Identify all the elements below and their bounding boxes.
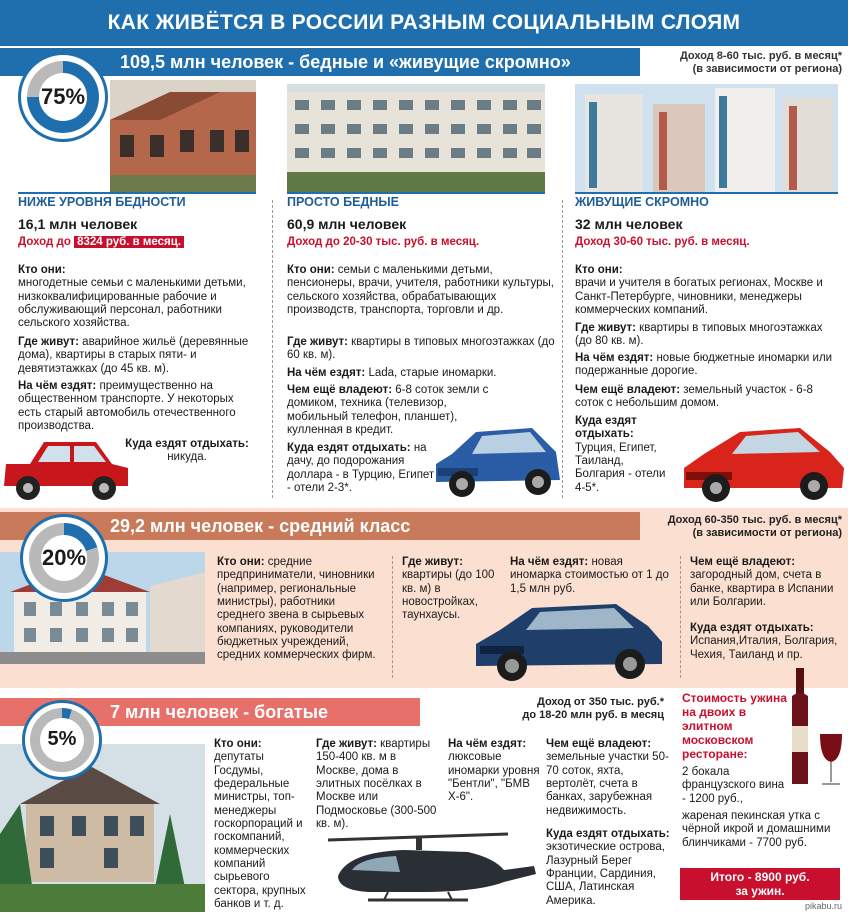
who-label: Кто они:: [575, 264, 623, 276]
who-text: врачи и учителя в богатых регионах, Москве и Санкт-Петербурге, чиновники, менеджеры коммерческих компаний.: [575, 277, 823, 316]
car-label: На чём ездят:: [287, 367, 366, 379]
live-text: квартиры 150-400 кв. м в Москве, дома в элитных посёлках в Москве или Подмосковье (300-500 кв. м).: [316, 738, 437, 830]
blue-sedan-image: [432, 418, 564, 504]
dinner-total-1: Итого - 8900 руб.: [710, 870, 810, 884]
live-label: Где живут:: [287, 336, 348, 348]
below-poverty-live: [18, 336, 268, 376]
live-text: квартиры в типовых многоэтажках (до 80 кв. м).: [575, 322, 823, 348]
rest-text: Испания,Италия, Болгария, Чехия, Таиланд и пр.: [690, 635, 838, 661]
rich-live: [316, 738, 440, 831]
modest-subtitle: ЖИВУЩИЕ СКРОМНО: [575, 195, 709, 209]
dinner-total-2: за ужин.: [735, 884, 785, 898]
rich-income-note-1: Доход от 350 тыс. руб.*: [536, 696, 664, 708]
who-text: многодетные семьи с маленькими детьми, низкоквалифицированные рабочие и обслуживающий персонал, работники сельского хозяйства.: [18, 277, 246, 330]
car-label: На чём ездят:: [575, 352, 654, 364]
poor-income-note-1: Доход 8-60 тыс. руб. в месяц*: [679, 50, 842, 62]
live-label: Где живут:: [575, 322, 636, 334]
middle-income-note-1: Доход 60-350 тыс. руб. в месяц*: [667, 514, 842, 526]
rest-label: Куда ездят отдыхать:: [575, 415, 637, 441]
just-poor-who: [287, 264, 557, 317]
rich-who: [214, 738, 310, 911]
watermark: pikabu.ru: [804, 900, 842, 911]
rich-own: [546, 738, 670, 818]
modest-live: [575, 322, 835, 349]
red-sedan-image: [680, 418, 848, 506]
just-poor-car: [287, 367, 557, 380]
rest-label: Куда ездят отдыхать:: [546, 828, 670, 840]
dinner-title: Стоимость ужина на двоих в элитном московском ресторане:: [682, 691, 787, 761]
below-poverty-rest: [112, 438, 262, 465]
rest-text: никуда.: [167, 451, 207, 464]
modest-income: Доход 30-60 тыс. руб. в месяц.: [575, 236, 750, 248]
poor-percent-badge: [18, 52, 108, 142]
who-label: Кто они:: [217, 556, 265, 568]
rich-income-note-2: до 18-20 млн руб. в месяц: [522, 708, 664, 721]
car-label: На чём ездят:: [18, 380, 97, 392]
lada-car-image: [0, 428, 132, 504]
car-label: На чём ездят:: [448, 738, 527, 750]
car-text: новая иномарка стоимостью от 1 до 1,5 млн руб.: [510, 556, 669, 595]
poor-income-note-2: (в зависимости от региона): [692, 62, 842, 75]
apartment-block-photo: [287, 84, 545, 192]
middle-own: [690, 556, 840, 609]
modest-car: [575, 352, 835, 379]
modest-who: [575, 264, 843, 317]
page-title: КАК ЖИВЁТСЯ В РОССИИ РАЗНЫМ СОЦИАЛЬНЫМ СЛОЯМ: [0, 0, 848, 46]
bmw-suv-image: [470, 596, 668, 684]
own-text: 6-8 соток земли с домиком, техника (телевизор, мобильный телефон, планшет), кулленная в кредит.: [287, 384, 489, 436]
below-poverty-car: [18, 380, 248, 433]
poor-income-note: [640, 50, 842, 76]
live-text: квартиры в типовых многоэтажках (до 60 кв. м).: [287, 336, 555, 362]
rich-band-title: 7 млн человек - богатые: [110, 702, 328, 722]
live-label: Где живут:: [316, 738, 377, 750]
live-label: Где живут:: [402, 556, 463, 568]
rest-label: Куда ездят отдыхать:: [125, 438, 249, 450]
middle-percent-badge: [20, 514, 108, 602]
car-text: новые бюджетные иномарки или подержанные дорогие.: [575, 352, 833, 378]
who-label: Кто они:: [18, 264, 66, 276]
mansion-photo: [0, 744, 205, 912]
rest-text: на дачу, до подорожания доллара - в Турцию, Египет - отели 2-3*.: [287, 442, 435, 494]
middle-income-note: [640, 514, 842, 540]
poor-band-title: 109,5 млн человек - бедные и «живущие скромно»: [120, 52, 571, 72]
live-text: аварийное жильё (деревянные дома), квартиры в старых пяти- и девятиэтажках (до 45 кв. м).: [18, 336, 249, 375]
car-label: На чём ездят:: [510, 556, 589, 568]
below-poverty-income-highlight: 8324 руб. в месяц.: [74, 236, 184, 248]
middle-rest: [690, 622, 840, 662]
just-poor-people: 60,9 млн человек: [287, 216, 407, 232]
car-text: Lada, старые иномарки.: [365, 367, 497, 379]
just-poor-subtitle: ПРОСТО БЕДНЫЕ: [287, 195, 399, 209]
modest-rest: [575, 415, 675, 495]
rich-car: [448, 738, 544, 805]
middle-car: [510, 556, 670, 596]
rich-percent-badge: [22, 700, 102, 780]
dinner-item-wine: 2 бокала французского вина - 1200 руб.,: [682, 766, 785, 805]
middle-income-note-2: (в зависимости от региона): [692, 526, 842, 539]
own-text: земельный участок - 6-8 соток с небольшим домом.: [575, 384, 813, 410]
old-house-photo: [110, 80, 256, 192]
modest-own: [575, 384, 825, 411]
helicopter-image: [308, 826, 540, 912]
rest-label: Куда ездят отдыхать:: [287, 442, 411, 454]
who-label: Кто они:: [214, 738, 262, 750]
modern-towers-photo: [575, 84, 838, 192]
car-text: преимущественно на общественном транспорте. У некоторых есть старый автомобиль отечественного производства.: [18, 380, 236, 432]
own-text: земельные участки 50-70 соток, яхта, вертолёт, счета в банках, зарубежная недвижимость.: [546, 751, 669, 817]
wine-bottle-image: [784, 666, 846, 790]
live-label: Где живут:: [18, 336, 79, 348]
rest-text: Турция, Египет, Таиланд, Болгария - отели 4-5*.: [575, 441, 666, 494]
rest-label: Куда ездят отдыхать:: [690, 622, 814, 634]
below-poverty-subtitle: НИЖЕ УРОВНЯ БЕДНОСТИ: [18, 195, 186, 209]
just-poor-live: [287, 336, 557, 363]
middle-percent-label: 20%: [41, 545, 87, 571]
who-text: семьи с маленькими детьми, пенсионеры, врачи, учителя, работники культуры, сельского хозяйства, обрабатывающих производств, транспорта, торговли и др.: [287, 264, 554, 316]
rest-text: экзотические острова, Лазурный Берег Франции, Сардиния, США, Латинская Америка.: [546, 841, 665, 907]
middle-band-title: 29,2 млн человек - средний класс: [110, 516, 411, 536]
car-text: люксовые иномарки уровня "Бентли", "БМВ Х-6".: [448, 751, 540, 804]
own-label: Чем ещё владеют:: [690, 556, 796, 568]
below-poverty-income: [18, 236, 184, 249]
rich-income-note: [450, 696, 664, 722]
own-label: Чем ещё владеют:: [287, 384, 393, 396]
dinner-total: [680, 868, 840, 900]
modest-people: 32 млн человек: [575, 216, 683, 232]
live-text: квартиры (до 100 кв. м) в новостройках, таунхаусы.: [402, 569, 495, 622]
below-poverty-who: [18, 264, 268, 331]
who-label: Кто они:: [287, 264, 335, 276]
just-poor-rest: [287, 442, 437, 495]
own-label: Чем ещё владеют:: [575, 384, 681, 396]
own-text: загородный дом, счета в банке, квартира в Испании или Болгарии.: [690, 569, 834, 608]
below-poverty-income-prefix: Доход до: [18, 236, 75, 248]
dinner-item-duck: жареная пекинская утка с чёрной икрой и домашними блинчиками - 7700 руб.: [682, 809, 831, 849]
below-poverty-people: 16,1 млн человек: [18, 216, 138, 232]
who-text: средние предприниматели, чиновники (например, региональные министры), работники среднего звена в сырьевых компаниях, руководители бюджетных учреждений, средних коммерческих фирм.: [217, 556, 376, 662]
middle-who: [217, 556, 382, 663]
rich-rest: [546, 828, 670, 908]
poor-percent-label: 75%: [40, 84, 86, 110]
rich-percent-label: 5%: [47, 728, 77, 751]
own-label: Чем ещё владеют:: [546, 738, 652, 750]
who-text: депутаты Госдумы, федеральные министры, топ-менеджеры госкорпораций и госкомпаний, коммерческих компаний сырьевого сектора, крупных банков и т. д.: [214, 751, 306, 910]
just-poor-income: Доход до 20-30 тыс. руб. в месяц.: [287, 236, 480, 248]
